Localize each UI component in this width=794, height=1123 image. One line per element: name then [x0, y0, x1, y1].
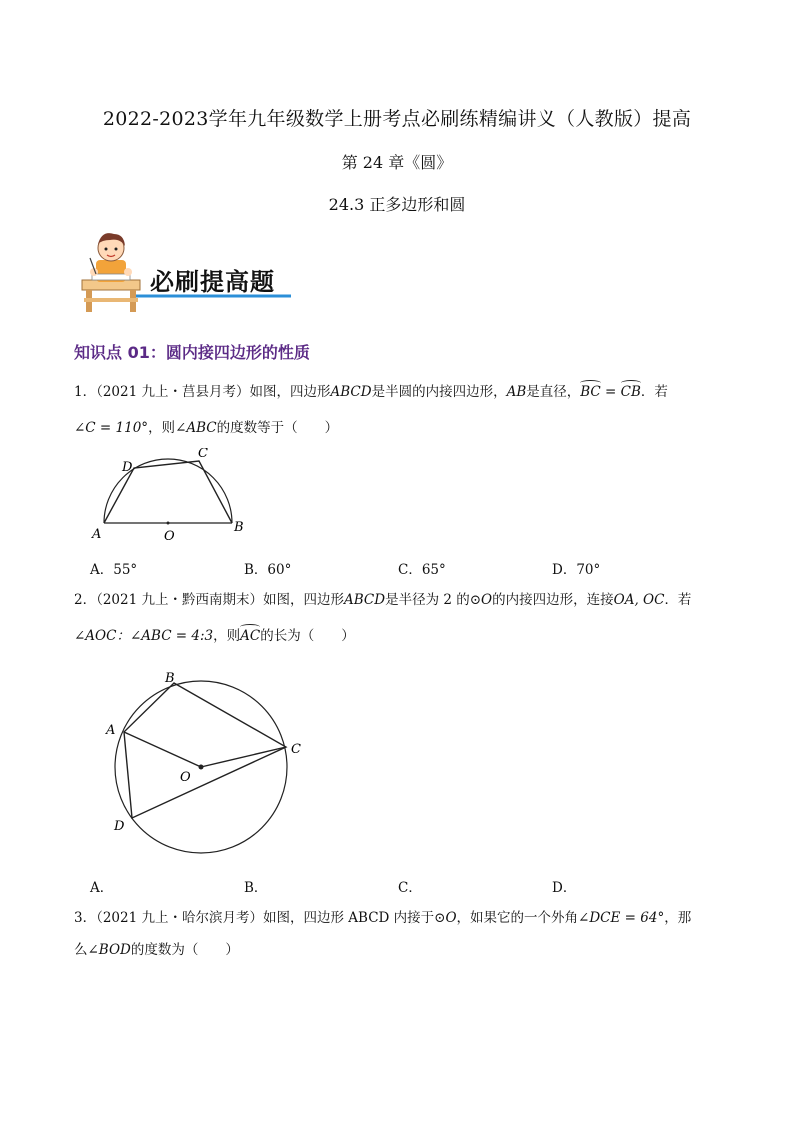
document-title: 2022-2023学年九年级数学上册考点必刷练精编讲义（人教版）提高 [102, 108, 692, 130]
question-3-line-2: 么∠BOD的度数为（ ） [74, 942, 239, 958]
label-a: A [106, 723, 116, 738]
question-3-line-1: 3．（2021 九上・哈尔滨月考）如图，四边形 ABCD 内接于⊙O，如果它的一个外角∠DCE = 64°，那 [74, 910, 692, 926]
label-d: D [122, 460, 133, 475]
option-d[interactable]: D．70° [552, 562, 601, 578]
option-c[interactable]: C．65° [398, 562, 446, 578]
arc-bc: BC [580, 384, 601, 400]
label-c: C [291, 742, 301, 757]
arc-ac: AC [240, 628, 261, 644]
label-d: D [114, 819, 125, 834]
section-title: 24.3 正多边形和圆 [328, 195, 466, 214]
question-1-line-1: 1．（2021 九上・莒县月考）如图，四边形ABCD是半圆的内接四边形，AB是直径，BC = CB．若 [74, 384, 668, 400]
option-a[interactable]: A． [90, 880, 114, 896]
option-a[interactable]: A．55° [90, 562, 138, 578]
label-b: B [234, 520, 244, 535]
question-2-line-1: 2．（2021 九上・黔西南期末）如图，四边形ABCD是半径为 2 的⊙O的内接四边形，连接OA, OC．若 [74, 592, 692, 608]
option-b[interactable]: B．60° [244, 562, 292, 578]
label-b: B [165, 671, 175, 686]
question-1-line-2: ∠C = 110°，则∠ABC的度数等于（ ） [74, 420, 339, 436]
label-o: O [164, 529, 175, 544]
label-c: C [198, 448, 208, 461]
semicircle-quadrilateral-figure [88, 448, 258, 548]
option-c[interactable]: C． [398, 880, 422, 896]
banner-title: 必刷提高题 [150, 267, 275, 296]
circle-quadrilateral-figure [100, 660, 310, 870]
chapter-title: 第 24 章《圆》 [341, 153, 453, 172]
question-2-line-2: ∠AOC：∠ABC = 4:3，则AC的长为（ ） [74, 628, 355, 644]
label-o: O [180, 770, 191, 785]
arc-cb: CB [620, 384, 641, 400]
knowledge-point-heading: 知识点 01：圆内接四边形的性质 [74, 343, 310, 362]
option-b[interactable]: B． [244, 880, 268, 896]
option-d[interactable]: D． [552, 880, 577, 896]
label-a: A [92, 527, 102, 542]
